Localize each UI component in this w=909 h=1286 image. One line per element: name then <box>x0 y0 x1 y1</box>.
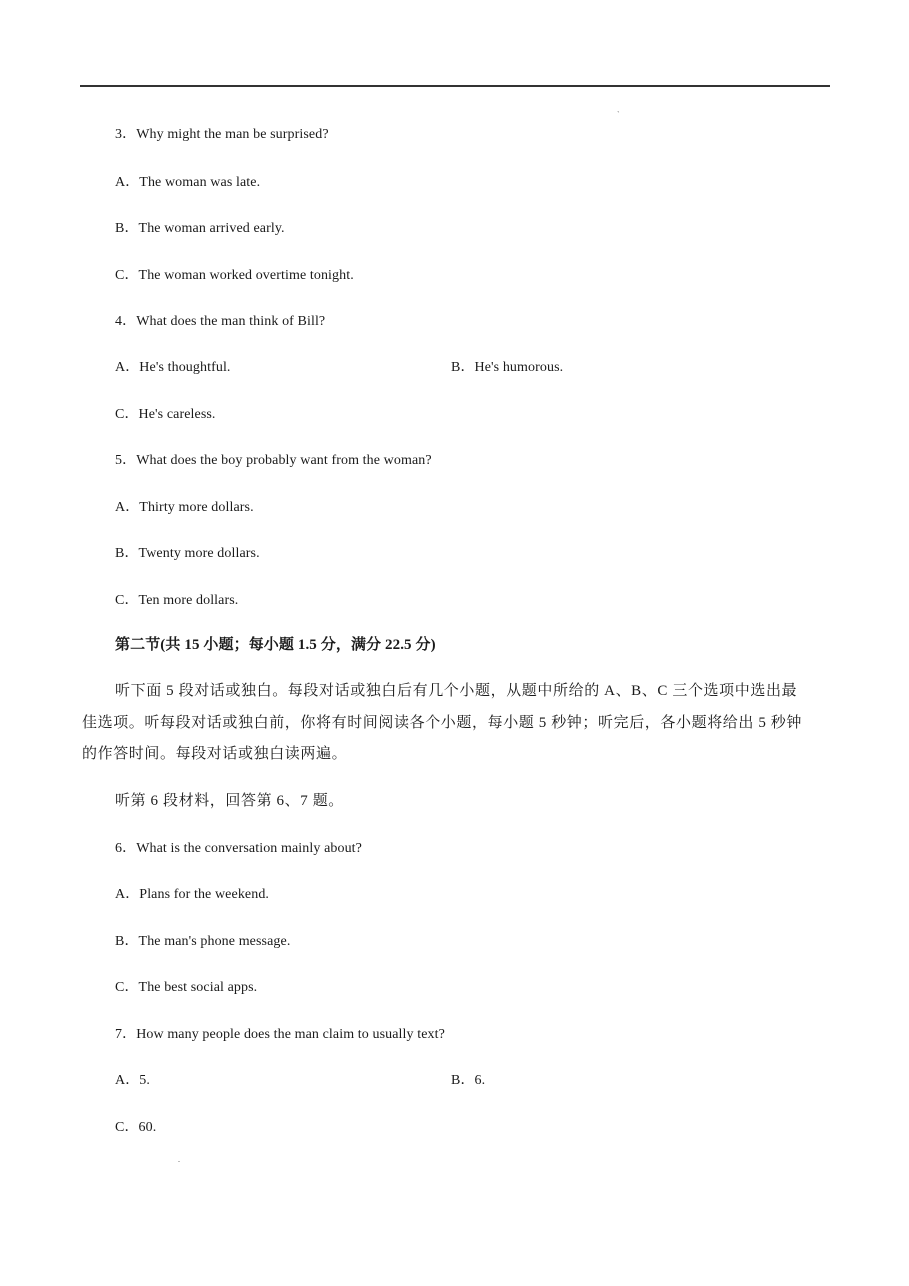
stray-mark: . <box>178 1155 180 1164</box>
q6-option-b: B．The man's phone message. <box>115 934 291 949</box>
q6-option-c: C．The best social apps. <box>115 980 258 995</box>
question-6: 6．What is the conversation mainly about? <box>115 841 362 856</box>
q7-option-c: C．60. <box>115 1120 157 1135</box>
instructions-line-3: 的作答时间。每段对话或独白读两遍。 <box>82 746 348 762</box>
q3-option-a: A．The woman was late. <box>115 175 261 190</box>
question-5: 5．What does the boy probably want from the woman? <box>115 453 432 468</box>
q6-option-a: A．Plans for the weekend. <box>115 887 270 902</box>
instructions-line-1: 听下面 5 段对话或独白。每段对话或独白后有几个小题，从题中所给的 A、B、C 三个选项中选出最 <box>115 683 798 699</box>
section-heading: 第二节(共 15 小题；每小题 1.5 分，满分 22.5 分) <box>115 637 436 653</box>
q7-option-a: A．5. <box>115 1073 151 1088</box>
q4-option-b: B．He's humorous. <box>451 360 564 375</box>
q5-option-c: C．Ten more dollars. <box>115 593 239 608</box>
q3-option-b: B．The woman arrived early. <box>115 221 285 236</box>
q4-option-c: C．He's careless. <box>115 407 216 422</box>
question-3: 3．Why might the man be surprised? <box>115 127 329 142</box>
passage-6-label: 听第 6 段材料，回答第 6、7 题。 <box>115 793 344 809</box>
q5-option-b: B．Twenty more dollars. <box>115 546 260 561</box>
question-7: 7．How many people does the man claim to usually text? <box>115 1027 445 1042</box>
instructions-line-2: 佳选项。听每段对话或独白前，你将有时间阅读各个小题，每小题 5 秒钟；听完后，各小题将给出 5 秒钟 <box>82 715 803 731</box>
q4-option-a: A．He's thoughtful. <box>115 360 231 375</box>
question-4: 4．What does the man think of Bill? <box>115 314 326 329</box>
header-rule <box>80 85 830 87</box>
q3-option-c: C．The woman worked overtime tonight. <box>115 268 354 283</box>
q5-option-a: A．Thirty more dollars. <box>115 500 254 515</box>
stray-mark: ` <box>617 110 620 119</box>
q7-option-b: B．6. <box>451 1073 486 1088</box>
